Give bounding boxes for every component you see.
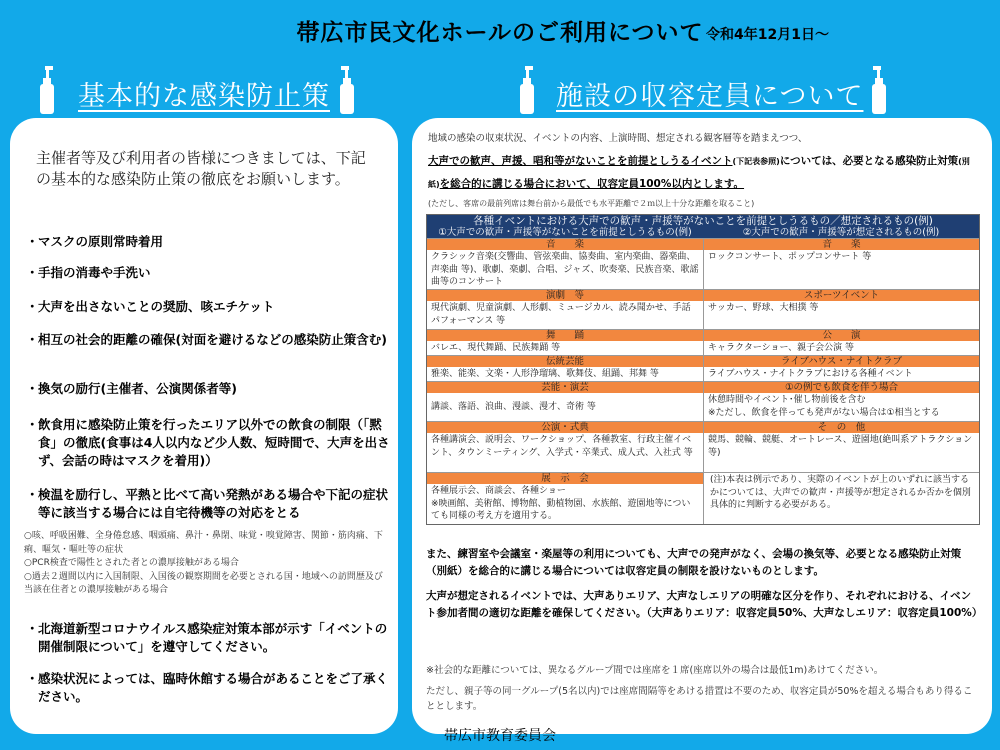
event-examples-table xyxy=(426,214,980,525)
capacity-note: (ただし、客席の最前列席は舞台前から最低でも水平距離で２ｍ以上十分な距離を取ること) xyxy=(428,199,755,208)
effective-date: 令和4年12月1日〜 xyxy=(706,27,829,43)
sanitizer-bottle-icon xyxy=(870,66,888,114)
table-row xyxy=(427,381,979,421)
list-item: ・ 検温を励行し、平熱と比べて高い発熱がある場合や下記の症状等に該当する場合には自宅待機等の対応をとる xyxy=(26,487,389,520)
list-item: ・ 大声を出さないことの奨励、咳エチケット xyxy=(26,299,275,314)
table-column-headers xyxy=(427,227,979,238)
table-cell: 競馬、競輪、競艇、オートレース、遊園地(絶叫系アトラクション等) xyxy=(708,435,973,458)
category-label: 展 示 会 xyxy=(427,473,703,484)
table-cell: 講談、落語、浪曲、漫談、漫才、奇術 等 xyxy=(431,402,596,412)
sanitizer-bottle-icon xyxy=(338,66,356,114)
list-item: ・ 手指の消毒や手洗い xyxy=(26,265,151,280)
capacity-intro: 地域の感染の収束状況、イベントの内容、上演時間、想定される観客層等を踏まえつつ、 xyxy=(428,133,808,144)
table-cell: キャラクターショー、親子会公演 等 xyxy=(708,343,854,353)
intro-text: 主催者等及び利用者の皆様につきましては、下記の基本的な感染防止策の徹底をお願いします。 xyxy=(36,149,366,188)
list-item: ・ 感染状況によっては、臨時休館する場合があることをご了承ください。 xyxy=(26,671,389,704)
distance-note: ※社会的な距離については、異なるグループ間では座席を１席(座席以外の場合は最低1m)あけてください。 xyxy=(426,665,884,676)
right-section-heading: 施設の収容定員について xyxy=(556,81,864,112)
organization-footer: 帯広市教育委員会 xyxy=(444,728,556,744)
capacity-rule: 大声での歓声、声援、唱和等がないことを前提としうるイベント(下記表参照)については、必要となる感染防止対策(別紙)を総合的に講じる場合において、収容定員100%以内とします。 xyxy=(428,155,970,190)
group-note: ただし、親子等の同一グループ(5名以内)では座席間隔等をあける措置は不要のため、収容定員が50%を超える場合もあり得ることとします。 xyxy=(426,686,973,712)
category-label: 音 楽 xyxy=(427,239,703,250)
table-row xyxy=(427,289,979,329)
room-usage-text: また、練習室や会議室・楽屋等の利用についても、大声での発声がなく、会場の換気等、必要となる感染防止対策（別紙）を総合的に講じる場合については収容定員の制限を設けないものとします。 xyxy=(426,548,962,577)
left-section-heading: 基本的な感染防止策 xyxy=(78,81,330,112)
table-cell: 現代演劇、児童演劇、人形劇、ミュージカル、読み聞かせ、手話パフォーマンス 等 xyxy=(431,303,691,326)
table-row xyxy=(427,329,979,355)
capacity-panel xyxy=(412,118,992,734)
table-row xyxy=(427,238,979,289)
symptom-item: ○過去２週間以内に入国制限、入国後の観察期間を必要とされる国・地域への訪問歴及び当該在住者との濃厚接触がある場合 xyxy=(24,571,383,595)
page-title: 帯広市民文化ホールのご利用について xyxy=(296,20,704,46)
table-cell: クラシック音楽(交響曲、管弦楽曲、協奏曲、室内楽曲、器楽曲、声楽曲 等)、歌劇、楽劇、合唱、ジャズ、吹奏楽、民族音楽、歌謡曲等のコンサート xyxy=(431,252,699,287)
category-label: スポーツイベント xyxy=(704,290,979,301)
table-cell: 各種展示会、商談会、各種ショー ※映画館、美術館、博物館、動植物園、水族館、遊園地等についても同様の考え方を適用する。 xyxy=(431,486,691,521)
category-label: ①の例でも飲食を伴う場合 xyxy=(704,382,979,393)
column-header: ②大声での歓声・声援等が想定されるもの(例) xyxy=(742,227,940,238)
category-label: 舞 踊 xyxy=(427,330,703,341)
column-header: ①大声での歓声・声援等がないことを前提としうるもの(例) xyxy=(438,227,692,238)
category-label: 音 楽 xyxy=(704,239,979,250)
list-item: ・ 飲食用に感染防止策を行ったエリア以外での飲食の制限（「黙食」の徹底(食事は4人以内など少人数、短時間で、大声を出さず、会話の時はマスクを着用)） xyxy=(26,417,390,468)
infection-prevention-panel xyxy=(10,118,398,734)
category-label: 演劇 等 xyxy=(427,290,703,301)
list-item: ・ 相互の社会的距離の確保(対面を避けるなどの感染防止策含む) xyxy=(26,332,387,347)
table-cell: バレエ、現代舞踊、民族舞踊 等 xyxy=(431,343,561,353)
table-cell: 休憩時間やイベント･催し物前後を含む ※ただし、飲食を伴っても発声がない場合は①相当とする xyxy=(708,395,940,418)
table-cell: サッカー、野球、大相撲 等 xyxy=(708,303,819,313)
category-label: 公 演 xyxy=(704,330,979,341)
loud-event-text: 大声が想定されるイベントでは、大声ありエリア、大声なしエリアの明確な区分を作り、それぞれにおける、イベント参加者間の適切な距離を確保してください。（大声ありエリア：収容定員50%、大声なしエリア：収容定員100%） xyxy=(426,590,983,619)
table-row xyxy=(427,421,979,472)
category-label: 芸能・演芸 xyxy=(427,382,703,393)
list-item: ・ 換気の励行(主催者、公演関係者等) xyxy=(26,381,237,396)
category-label: 伝統芸能 xyxy=(427,356,703,367)
table-title: 各種イベントにおける大声での歓声・声援等がないことを前提としうるもの／想定されるもの(例) xyxy=(427,215,979,227)
category-label: そ の 他 xyxy=(704,422,979,433)
sanitizer-bottle-icon xyxy=(518,66,536,114)
table-row xyxy=(427,472,979,524)
category-label: 公演・式典 xyxy=(427,422,703,433)
list-item: ・ マスクの原則常時着用 xyxy=(26,234,164,249)
symptom-item: ○PCR検査で陽性とされた者との濃厚接触がある場合 xyxy=(24,558,239,568)
table-cell: ライブハウス・ナイトクラブにおける各種イベント xyxy=(708,369,913,379)
category-label: ライブハウス・ナイトクラブ xyxy=(704,356,979,367)
list-item: ・ 北海道新型コロナウイルス感染症対策本部が示す「イベントの開催制限について」を遵守してください。 xyxy=(26,621,388,654)
symptom-item: ○咳、呼吸困難、全身倦怠感、咽頭痛、鼻汁・鼻閉、味覚・嗅覚障害、関節・筋肉痛、下痢、嘔気・嘔吐等の症状 xyxy=(24,531,383,555)
table-cell: 雅楽、能楽、文楽・人形浄瑠璃、歌舞伎、組踊、邦舞 等 xyxy=(431,369,659,379)
table-cell: ロックコンサート、ポップコンサート 等 xyxy=(708,252,872,262)
table-row xyxy=(427,355,979,381)
sanitizer-bottle-icon xyxy=(38,66,56,114)
table-note: (注)本表は例示であり、実際のイベントが上のいずれに該当するかについては、大声での歓声・声援等が想定されるか否かを個別具体的に判断する必要がある。 xyxy=(710,475,971,510)
table-cell: 各種講演会、説明会、ワークショップ、各種教室、行政主催イベント、タウンミーティング、入学式・卒業式、成人式、入社式 等 xyxy=(431,435,693,458)
symptom-list xyxy=(24,530,388,598)
